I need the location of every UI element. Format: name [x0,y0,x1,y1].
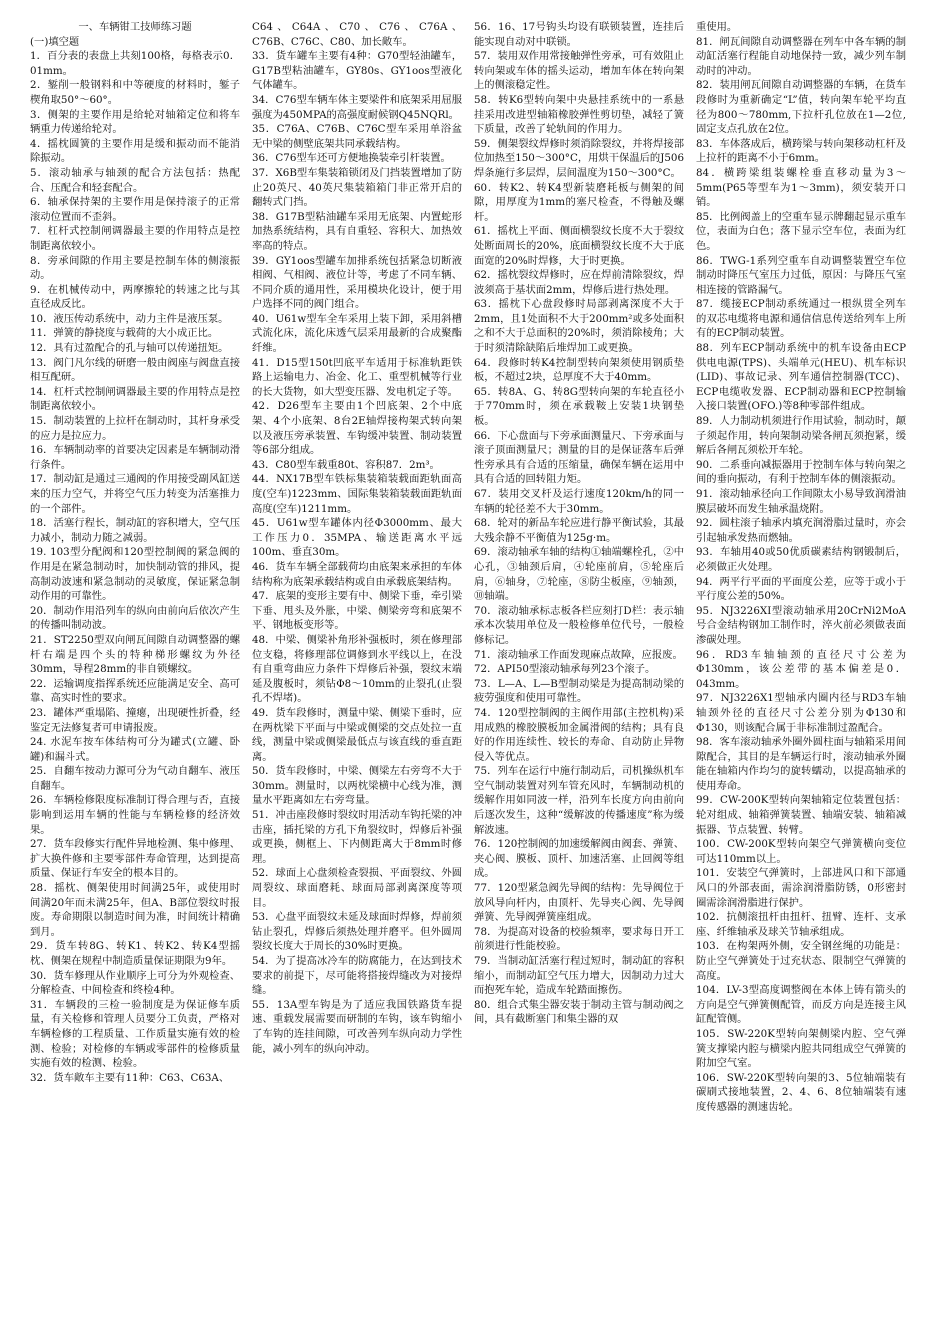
question-paragraph: 46．货车车辆全部载荷均由底架来承担的车体结构称为底架承载结构或自由承载底架结构。 [252,560,462,588]
question-paragraph: 32．货车敞车主要有11种：C63、C63A、 [30,1071,230,1084]
question-paragraph: 64．段修时转K4控制型转向架须使用钢质垫板，不超过2块，总厚度不大于40mm。 [474,356,684,384]
question-paragraph: 101．安装空气弹簧时，上部进风口和下部通风口的外部表面，需涂润滑脂防锈，0形密封圈需涂润滑脂进行保护。 [696,867,906,909]
question-paragraph: 22．运输调度指挥系统还应能满足安全、高可靠、高实时性的要求。 [30,677,240,705]
question-paragraph: 45．U61w型车罐体内径Φ3000mm、最大工作压力0．35MPA、输送距离水平远100m、垂直30m。 [252,517,462,559]
question-paragraph: 73．L—A、L—B型制动梁是为提高制动梁的疲劳强度和使用可靠性。 [474,677,684,705]
question-paragraph: 50．货车段修时，中梁、侧梁左右旁弯不大于30mm。测量时，以两枕梁横中心线为准，测量水平距离如左右旁弯量。 [252,765,462,807]
question-paragraph: 56．16、17号钩头均设有联锁装置，连挂后能实现自动对中联锁。 [474,21,684,48]
question-paragraph: 36．C76型车还可方便地换装牵引杆装置。 [252,152,451,165]
text-column-1 [30,20,240,1336]
question-paragraph: 82．装用闸瓦间隙自动调整器的车辆，在货车段修时为重新确定“L”值，转向架车轮平均直径为800～780mm,下拉杆孔位放在1—2位,固定支点孔放在2位。 [696,79,906,136]
question-paragraph: 97．NJ3226X1型轴承内圈内径与RD3车轴轴颈外径的直径尺寸公差分别为Φ130和Φ130，则该配合属于非标准制过盈配合。 [696,692,906,734]
question-paragraph: 13．阀门凡尔线的研磨一般由阀座与阀盘直接相互配研。 [30,356,240,384]
question-paragraph: 78．为提高对设备的校验频率，要求每日开工前须进行性能校验。 [474,925,684,953]
question-paragraph: 100．CW-200K型转向架空气弹簧横向变位可达110mm以上。 [696,838,906,865]
question-paragraph: 10．液压传动系统中，动力主件是液压泵。 [30,312,229,325]
question-paragraph: 28．摇枕、侧架使用时间满25年，或使用时间满20年而未满25年，但A、B部位裂纹时报废。寿命期限以制造时间为准，时间统计精确到月。 [30,882,240,938]
document-title: 一、车辆钳工技师练习题 [78,21,192,33]
question-paragraph: 76．120控制阀的加速缓解阀由阀套、弹簧、夹心阀、膜板、顶杆、加速活塞、止回阀等组成。 [474,838,684,880]
text-column-4 [696,20,906,1336]
question-paragraph: 27．货车段修实行配件异地检测、集中修理、扩大换件修和主要零部件寿命管理，达到提高质量、保证行车安全的根本目的。 [30,838,240,880]
question-paragraph: 91．滚动轴承径向工作间隙太小易导致润滑油膜层破坏而发生轴承温烧附。 [696,488,906,515]
question-paragraph: 60．转K2、转K4型新装磨耗板与侧架的间隙，用厚度为1mm的塞尺检查，不得触及螺杆。 [474,181,684,223]
question-paragraph: 92．圆柱滚子轴承内填充润滑脂过量时，亦会引起轴承发热而燃轴。 [696,517,906,544]
question-paragraph: 19. 103型分配阀和120型控制阀的紧急阀的作用是在紧急制动时，加快制动管的排风，提高制动波速和紧急制动的灵敏度，保证紧急制动作用的可靠性。 [30,546,240,603]
question-paragraph: 81．闸瓦间隙自动调整器在列车中各车辆的制动缸活塞行程能自动地保持一致，减少列车制动时的冲动。 [696,35,906,77]
question-paragraph: 31．车辆段的三检一验制度是为保证修车质量，有关检修和管理人员要分工负责，严格对车辆检修的工程质量、工作质量实施有效的检测、检验；对检修的车辆或零部件的检修质量实施有效的检测、检验。 [30,998,240,1070]
question-paragraph: 23．罐体严重塌陷、撞瘪，出现硬性折叠，经鉴定无法修复者可申请报废。 [30,706,240,734]
question-paragraph: 33．货车罐车主要有4种：G70型轻油罐车，G17B型粘油罐车，GY80s、GY1oos型液化气体罐车。 [252,50,462,92]
question-paragraph: 16．车辆制动率的首要决定因素是车辆制动滑行条件。 [30,444,240,471]
question-paragraph: 18．活塞行程长，制动缸的容积增大，空气压力减小，制动力随之减弱。 [30,517,240,544]
text-column-2 [252,20,462,1336]
question-paragraph: 94．两平行平面的平面度公差，应等于或小于平行度公差的50%。 [696,575,906,603]
question-paragraph: 54．为了提高冰冷车的防腐能力，在达到技术要求的前提下，尽可能将搭接焊缝改为对接焊缝。 [252,955,462,997]
question-paragraph: 47．底架的变形主要有中、侧梁下垂，牵引梁下垂、甩头及外胀，中梁、侧梁旁弯和底架不平、钢地板变形等。 [252,590,462,632]
question-paragraph: 74．120型控制阀的主阀作用部(主控机构)采用成熟的橡胶膜板加金属滑阀的结构；具有良好的作用连续性、较长的寿命、自动防止异物侵入等优点。 [474,706,684,763]
question-paragraph: 1．百分表的表盘上共刻100格，每格表示0．01mm。 [30,50,240,77]
question-paragraph: 62．摇枕裂纹焊修时，应在焊前清除裂纹，焊波须高于基状面2mm，焊修后进行热处理。 [474,269,684,296]
question-paragraph: 29．货车转8G、转K1、转K2、转K4型摇枕、侧架在规程中制造质量保证期限为9年。 [30,940,240,967]
question-paragraph: 39．GY1oos型罐车加排系统包括紧急切断液相阀、气相阀、液位计等，考虑了不同车辆、不同介质的通用性，采用模块化设计，便于用户选择不同的阀门组合。 [252,254,462,311]
question-paragraph: 63．摇枕下心盘段修时局部剥离深度不大于2mm，且1处面积不大于200mm²或多处面积之和不大于总面积的20%时，须消除棱角；大于时须清除缺陷后堆焊加工或更换。 [474,298,684,355]
question-paragraph: 104．LV-3型高度调整阀在本体上铸有箭头的方向是空气弹簧侧配管，而反方向是连接主风缸配管侧。 [696,984,906,1026]
question-paragraph: 98．客车滚动轴承外圈外圆柱面与轴箱采用间隙配合，其目的是车辆运行时，滚动轴承外圈能在轴箱内作均匀的旋转蠕动，以提高轴承的使用寿命。 [696,736,906,792]
question-paragraph: 105．SW-220K型转向架侧梁内腔、空气弹簧支撑梁内腔与横梁内腔共同组成空气弹簧的附加空气室。 [696,1027,906,1070]
question-paragraph: 69．滚动轴承车轴的结构①轴端螺栓孔，②中心孔，③轴颈后肩，④轮座前肩，⑤轮座后肩，⑥轴身，⑦轮座，⑧防尘板座，⑨轴颈，⑩轴端。 [474,546,684,603]
question-paragraph: 44．NX17B型车铁标集装箱装载面距轨面高度(空车)1223mm、国际集装箱装载面距轨面高度(空车)1211mm。 [252,473,462,515]
question-paragraph: 65．转8A、G、转8G型转向架的车轮直径小于770mm时，须在承载鞍上安装1块钢垫板。 [474,385,684,428]
question-paragraph: 59．侧架裂纹焊修时须消除裂纹，并将焊接部位加热至150～300°C，用烘干保温后的J506焊条施行多层焊，层间温度为150～300°C。 [474,137,684,179]
question-paragraph: 5．滚动轴承与轴颈的配合方法包括：热配合、压配合和轻套配合。 [30,166,240,194]
question-paragraph: 61．摇枕上平面、侧面横裂纹长度不大于裂纹处断面周长的20%，底面横裂纹长度不大于底面宽的20%时焊修，大于时更换。 [474,225,684,267]
question-paragraph: 77．120型紧急阀先导阀的结构：先导阀位于放风导向杆内，由顶杆、先导夹心阀、先导阀弹簧、先导阀弹簧座组成。 [474,882,684,924]
question-paragraph: 93．车轴用40或50优质碳素结构钢锻制后，必须做正火处理。 [696,546,906,573]
question-paragraph: 72．API50型滚动轴承每列23个滚子。 [474,663,656,676]
question-paragraph: 9．在机械传动中，两摩擦轮的转速之比与其直径成反比。 [30,283,240,311]
question-paragraph: 15．制动装置的上拉杆在制动时，其杆身承受的应力是拉应力。 [30,415,240,442]
question-paragraph: 96．RD3车轴轴颈的直径尺寸公差为Φ130mm，该公差带的基本偏差是0．043mm。 [696,648,906,690]
question-paragraph: 51．冲击座段修时裂纹时用活动车钩托梁的冲击座，插托梁的方孔下角裂纹时，焊修后补强或更换，侧框上、下内侧距离大于8mm时修理。 [252,809,462,865]
question-paragraph: 58．转K6型转向架中央悬挂系统中的一系悬挂采用改进型轴箱橡胶弹性剪切垫，减轻了簧下质量，改善了轮轨间的作用力。 [474,93,684,136]
question-paragraph: 85．比例阀盖上的空重车显示牌翻起显示重车位，表面为白色；落下显示空车位，表面为红色。 [696,210,906,252]
question-paragraph: 79．当制动缸活塞行程过短时，制动缸的容积缩小，而制动缸空气压力增大，因制动力过大而抱死车轮，造成车轮踏面擦伤。 [474,955,684,997]
question-paragraph: 3．侧架的主要作用是给轮对轴箱定位和将车辆重力传递给轮对。 [30,108,240,136]
question-paragraph: 49．货车段修时，测量中梁、侧梁下垂时，应在两枕梁下平面与中梁或侧梁的交点处拉一直线，测量中梁或侧梁最低点与该直线的垂直距离。 [252,706,462,763]
question-paragraph: 2．錾削一般钢料和中等硬度的材料时，錾子楔角取50°～60°。 [30,79,240,106]
question-paragraph: 67．装用交叉杆及运行速度120km/h的同一车辆的轮径差不大于30mm。 [474,488,684,515]
question-paragraph: 87．缆接ECP制动系统通过一根纵贯全列车的双芯电缆将电源和通信信息传送给列车上所有的ECP制动装置。 [696,298,906,340]
question-paragraph: 38．G17B型粘油罐车采用无底架、内置蛇形加热系统结构，具有自重轻、容积大、加热效率高的特点。 [252,210,462,252]
question-paragraph: 42．D26型车主要由1个凹底架、2个中底架、4个小底架、8台2E轴焊接构架式转向架以及液压旁承装置、车钩缓冲装置、制动装置等6部分组成。 [252,400,462,457]
question-paragraph: 80．组合式集尘器安装于制动主管与制动阀之间，具有截断塞门和集尘器的双 [474,998,684,1026]
question-paragraph: 52．球面上心盘须检查裂损、平面裂纹、外圆周裂纹、球面磨耗、球面局部剥离深度等项目。 [252,867,462,909]
question-paragraph: 106．SW-220K型转向架的3、5位轴端装有碳刷式接地装置，2、4、6、8位轴端装有速度传感器的测速齿轮。 [696,1071,906,1113]
question-paragraph: 20．制动作用沿列车的纵向由前向后依次产生的传播叫制动波。 [30,604,240,632]
question-paragraph: 66．下心盘面与下旁承面测量尺、下旁承面与滚子顶面测量尺；测量的目的是保证落车后弹性旁承具有合适的压缩量，确保车辆在运用中具有合适的回转阻力矩。 [474,429,684,486]
question-paragraph: 21．ST2250型双向闸瓦间隙自动调整器的螺杆右端是四个头的特种梯形螺纹为外径30mm，导程28mm的非自锁螺纹。 [30,633,240,676]
question-paragraph: 95．NJ3226XI型滚动轴承用20CrNi2MoA号合金结构钢加工制作时，淬火前必须做表面渗碳处理。 [696,604,906,646]
question-paragraph: 103．在构架两外侧，安全钢丝绳的功能是：防止空气弹簧处于过充状态、限制空气弹簧的高度。 [696,940,906,982]
question-paragraph: 84．横跨梁组装螺栓垂直移动量为3～5mm(P65等型车为1～3mm)，须安装开口销。 [696,166,906,209]
question-paragraph: 99．CW-200K型转向架轴箱定位装置包括：轮对组成、轴箱弹簧装置、轴端安装、轴箱减振器、节点装置、转臂。 [696,794,906,836]
question-paragraph: 53．心盘平面裂纹未延及球面时焊修，焊前须钻止裂孔，焊修后须热处理并磨平。但外圆周裂纹长度大于周长的30%时更换。 [252,911,462,953]
question-paragraph: 12．具有过盈配合的孔与轴可以传递扭矩。 [30,342,229,355]
question-paragraph: 83．车体落成后，横跨梁与转向架移动杠杆及上拉杆的距离不小于6mm。 [696,137,906,165]
question-paragraph: 55．13A型车钩是为了适应我国铁路货车提速、重载发展需要而研制的车钩，该车钩缩小了车钩的连挂间隙，可改善列车纵向动力学性能，减小列车的纵向冲动。 [252,998,462,1055]
question-paragraph: 7．杠杆式控制闸调器最主要的作用特点是控制距离依较小。 [30,225,240,252]
question-paragraph: 57．装用双作用常接触弹性旁承，可有效阻止转向架或车体的摇头运动，增加车体在转向架上的侧滚稳定性。 [474,50,684,92]
question-paragraph: 重使用。 [696,21,738,33]
question-paragraph: 4．摇枕圆簧的主要作用是缓和振动而不能消除振动。 [30,137,240,165]
question-paragraph: C64、C64A、C70、C76、C76A、C76B、C76C、C80、加长敞车。 [252,21,462,48]
question-paragraph: 89．人力制动机须进行作用试验，制动时，颠子须起作用，转向架制动梁各闸瓦须抱紧，缓解后各闸瓦须松开车轮。 [696,415,906,457]
text-column-3 [474,20,684,1336]
question-paragraph: 90．二系垂向减振器用于控制车体与转向架之间的垂向振动，有利于控制车体的侧滚振动。 [696,458,906,486]
question-paragraph: 43．C80型车载重80t、容积87．2m³。 [252,458,440,471]
question-paragraph: 70．滚动轴承标志板各栏应刻打D栏：表示轴承本次装用单位及一般检修单位代号，一般检修标记。 [474,604,684,646]
question-paragraph: 34．C76型车辆车体主要梁件和底架采用屈服强度为450MPA的高强度耐候钢Q45NQRl。 [252,93,462,121]
question-paragraph: 30．货车修理从作业顺序上可分为外观检查、分解检查、中间检查和终检4种。 [30,969,240,997]
question-paragraph: 35．C76A、C76B、C76C型车采用单浴盆无中梁的侧壁底架共同承载结构。 [252,123,462,150]
question-paragraph: 25．自翻车按动力源可分为气动自翻车、液压自翻车。 [30,765,240,792]
question-paragraph: 8．旁承间隙的作用主要是控制车体的侧滚振动。 [30,254,240,282]
question-paragraph: 71．滚动轴承工作面发现麻点故障，应报废。 [474,648,683,661]
question-paragraph: 48．中梁、侧梁补角形补强板时，须在修理部位支稳，将修理部位调修到水平线以上，在没有自重弯曲应力条件下焊修后补强，裂纹末端延及腹板时，须钻Φ8～10mm的止裂孔(止裂孔不焊堵)。 [252,633,462,705]
question-paragraph: 24. 水泥车按车体结构可分为罐式(立罐、卧罐)和漏斗式。 [30,736,240,763]
question-paragraph: 14．杠杆式控制闸调器最主要的作用特点是控制距离依较小。 [30,385,240,413]
section-heading: (一)填空题 [30,35,80,48]
question-paragraph: 17．制动缸是通过三通阀的作用接受副风缸送来的压力空气，并将空气压力转变为活塞推力的一个部件。 [30,473,240,515]
question-paragraph: 75．列车在运行中施行制动后，司机操纵机车空气制动装置对列车管充风时，车辆制动机的缓解作用如同波一样，沿列车长度方向由前向后逐次发生，这种“缓解波的传播速度”称为缓解波速。 [474,765,684,836]
question-paragraph: 102．抗侧滚扭杆由扭杆、扭臂、连杆、支承座、纤维轴承及球关节轴承组成。 [696,911,906,938]
question-paragraph: 26．车辆检修限度标准制订得合理与否，直接影响到运用车辆的性能与车辆检修的经济效果。 [30,794,240,836]
question-paragraph: 41．D15型150t凹底平车适用于标准轨距铁路上运输电力、冶金、化工、重型机械等行业的长大货物，如大型变压器、发电机定子等。 [252,356,462,398]
question-paragraph: 37．X6B型车集装箱锁闭及门挡装置增加了防止20英尺、40英尺集装箱箱门非正常开启的翻转式门挡。 [252,166,462,209]
question-paragraph: 6．轴承保持架的主要作用是保持滚子的正常滚动位置而不歪斜。 [30,196,240,223]
question-paragraph: 88．列车ECP制动系统中的机车设备由ECP供电电源(TPS)、头端单元(HEU)、机车标识(LID)、事故记录、列车通信控制器(TCC)、ECP电缆收发器、ECP制动器和ECP控制输入接口装置(OFO.)等8种零部件组成。 [696,342,906,413]
question-paragraph: 68．轮对的新品车轮应进行静平衡试验，其最大残余静不平衡值为125g·m。 [474,517,684,544]
question-paragraph: 11．弹簧的静挠度与载荷的大小成正比。 [30,327,219,340]
question-paragraph: 86．TWG-1系列空重车自动调整装置空车位制动时降压气室压力过低，原因：与降压气室相连接的管路漏气。 [696,254,906,296]
question-paragraph: 40．U61w型车全车采用上装下卸，采用斜槽式流化床，流化床透气层采用最新的合成聚酯纤维。 [252,312,462,355]
